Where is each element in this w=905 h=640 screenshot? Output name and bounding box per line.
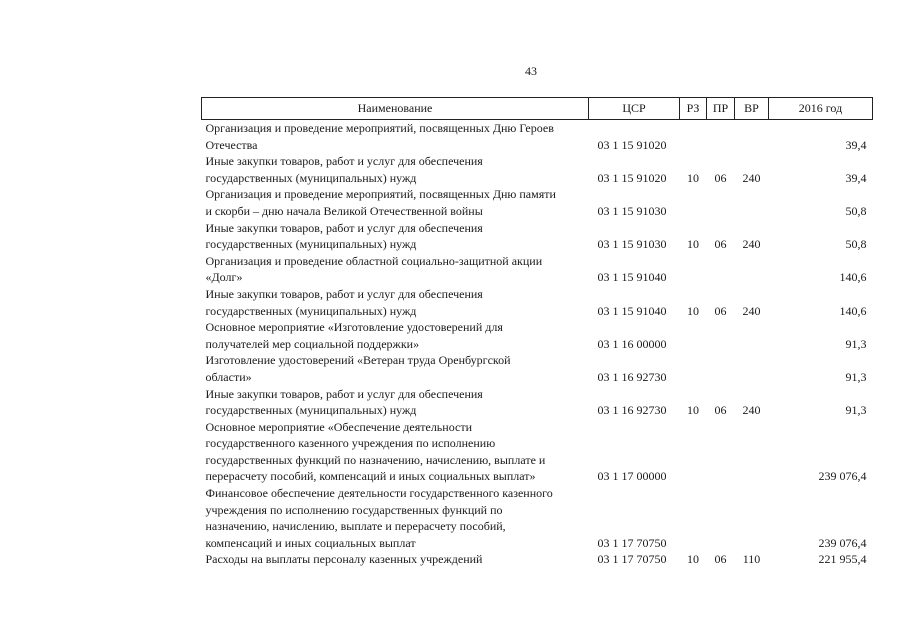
row-vr	[735, 352, 769, 385]
row-pr	[707, 485, 735, 551]
header-rz: РЗ	[680, 98, 707, 120]
row-name	[202, 551, 589, 568]
row-csr: 03 1 16 92730	[597, 403, 667, 418]
row-vr	[735, 186, 769, 219]
row-name	[202, 120, 589, 154]
row-amount: 91,3	[845, 403, 867, 418]
row-vr	[735, 419, 769, 485]
row-amount: 39,4	[845, 170, 867, 185]
table-row	[202, 352, 873, 385]
row-name-line: перерасчету пособий, компенсаций и иных социальных выплат»	[205, 469, 536, 484]
row-name-line: государственных функций по назначению, начислению, выплате и	[205, 452, 546, 467]
row-amount: 39,4	[845, 137, 867, 152]
row-rz: 10	[687, 170, 699, 185]
row-name-line: Организация и проведение мероприятий, посвященных Дню Героев	[205, 121, 554, 135]
row-amount: 50,8	[845, 237, 867, 252]
row-csr: 03 1 17 70750	[597, 552, 667, 567]
row-amount: 140,6	[839, 303, 867, 318]
row-name-line: Иные закупки товаров, работ и услуг для обеспечения	[205, 386, 483, 401]
row-amount: 91,3	[845, 369, 867, 384]
row-pr	[707, 120, 735, 154]
row-vr: 240	[742, 403, 761, 418]
table-row	[202, 419, 873, 485]
row-pr: 06	[714, 170, 727, 185]
table-header	[202, 98, 873, 120]
table-row	[202, 186, 873, 219]
row-amount: 91,3	[845, 336, 867, 351]
row-name-line: и скорби – дню начала Великой Отечественной войны	[205, 203, 483, 218]
row-pr: 06	[714, 237, 727, 252]
row-name-line: назначению, начислению, выплате и перерасчету пособий,	[205, 519, 506, 534]
row-amount: 50,8	[845, 203, 867, 218]
row-name-line: Расходы на выплаты персоналу казенных учреждений	[205, 552, 483, 567]
header-vr: ВР	[735, 98, 769, 120]
row-vr	[735, 319, 769, 352]
row-name-line: компенсаций и иных социальных выплат	[205, 535, 416, 550]
row-pr	[707, 319, 735, 352]
row-pr: 06	[714, 403, 727, 418]
row-name-line: Иные закупки товаров, работ и услуг для обеспечения	[205, 286, 483, 301]
row-rz	[680, 419, 707, 485]
row-name	[202, 319, 589, 352]
row-csr: 03 1 17 70750	[597, 535, 667, 550]
row-vr: 110	[742, 552, 761, 567]
row-csr: 03 1 15 91040	[597, 303, 667, 318]
row-name	[202, 153, 589, 186]
row-vr	[735, 120, 769, 154]
row-rz	[680, 319, 707, 352]
row-rz: 10	[687, 552, 699, 567]
page-number: 43	[525, 64, 537, 78]
row-name	[202, 220, 589, 253]
row-name	[202, 419, 589, 485]
row-amount: 221 955,4	[818, 552, 867, 567]
row-rz: 10	[687, 303, 699, 318]
header-pr: ПР	[707, 98, 735, 120]
table-row	[202, 319, 873, 352]
row-name-line: «Долг»	[205, 270, 243, 285]
row-rz	[680, 485, 707, 551]
row-name-line: Организация и проведение мероприятий, посвященных Дню памяти	[205, 187, 556, 202]
row-vr	[735, 253, 769, 286]
table-body	[202, 120, 873, 569]
row-rz	[680, 186, 707, 219]
row-name	[202, 485, 589, 551]
table-row	[202, 220, 873, 253]
row-name-line: Иные закупки товаров, работ и услуг для обеспечения	[205, 154, 483, 169]
row-name-line: государственного казенного учреждения по исполнению	[205, 436, 496, 451]
row-name-line: Основное мероприятие «Обеспечение деятельности	[205, 419, 472, 434]
budget-table	[201, 97, 873, 568]
row-name-line: Иные закупки товаров, работ и услуг для обеспечения	[205, 220, 483, 235]
row-name-line: Финансовое обеспечение деятельности государственного казенного	[205, 486, 553, 501]
row-name-line: получателей мер социальной поддержки»	[205, 336, 420, 351]
row-amount: 239 076,4	[818, 469, 867, 484]
row-vr: 240	[742, 170, 761, 185]
row-name	[202, 386, 589, 419]
row-name-line: государственных (муниципальных) нужд	[205, 303, 417, 318]
row-rz: 10	[687, 403, 699, 418]
row-csr: 03 1 17 00000	[597, 469, 667, 484]
row-csr: 03 1 15 91040	[597, 270, 667, 285]
row-name-line: области»	[205, 369, 252, 384]
header-amount: 2016 год	[769, 98, 873, 120]
row-amount: 140,6	[839, 270, 867, 285]
row-name	[202, 286, 589, 319]
row-rz	[680, 253, 707, 286]
row-pr	[707, 352, 735, 385]
row-name-line: Основное мероприятие «Изготовление удостоверений для	[205, 320, 503, 335]
header-csr: ЦСР	[589, 98, 680, 120]
table-row	[202, 253, 873, 286]
row-pr	[707, 419, 735, 485]
row-csr: 03 1 16 00000	[597, 336, 667, 351]
table-row	[202, 120, 873, 154]
row-csr: 03 1 15 91020	[597, 137, 667, 152]
table-row	[202, 286, 873, 319]
row-name-line: государственных (муниципальных) нужд	[205, 403, 417, 418]
table-row	[202, 386, 873, 419]
row-name	[202, 186, 589, 219]
row-name-line: Изготовление удостоверений «Ветеран труда Оренбургской	[205, 353, 511, 368]
row-name-line: учреждения по исполнению государственных функций по	[205, 502, 503, 517]
row-pr: 06	[714, 552, 727, 567]
row-name-line: Отечества	[205, 137, 258, 152]
header-name: Наименование	[202, 98, 589, 120]
table-row	[202, 551, 873, 568]
row-rz	[680, 352, 707, 385]
row-name	[202, 253, 589, 286]
table-row	[202, 485, 873, 551]
row-csr: 03 1 15 91030	[597, 237, 667, 252]
row-name-line: государственных (муниципальных) нужд	[205, 237, 417, 252]
row-name	[202, 352, 589, 385]
table-row	[202, 153, 873, 186]
row-csr: 03 1 15 91020	[597, 170, 667, 185]
row-csr: 03 1 16 92730	[597, 369, 667, 384]
row-vr: 240	[742, 237, 761, 252]
row-amount: 239 076,4	[818, 535, 867, 550]
row-csr: 03 1 15 91030	[597, 203, 667, 218]
row-name-line: Организация и проведение областной социально-защитной акции	[205, 253, 543, 268]
row-pr: 06	[714, 303, 727, 318]
row-pr	[707, 253, 735, 286]
row-vr: 240	[742, 303, 761, 318]
row-vr	[735, 485, 769, 551]
row-rz: 10	[687, 237, 699, 252]
row-pr	[707, 186, 735, 219]
row-rz	[680, 120, 707, 154]
row-name-line: государственных (муниципальных) нужд	[205, 170, 417, 185]
